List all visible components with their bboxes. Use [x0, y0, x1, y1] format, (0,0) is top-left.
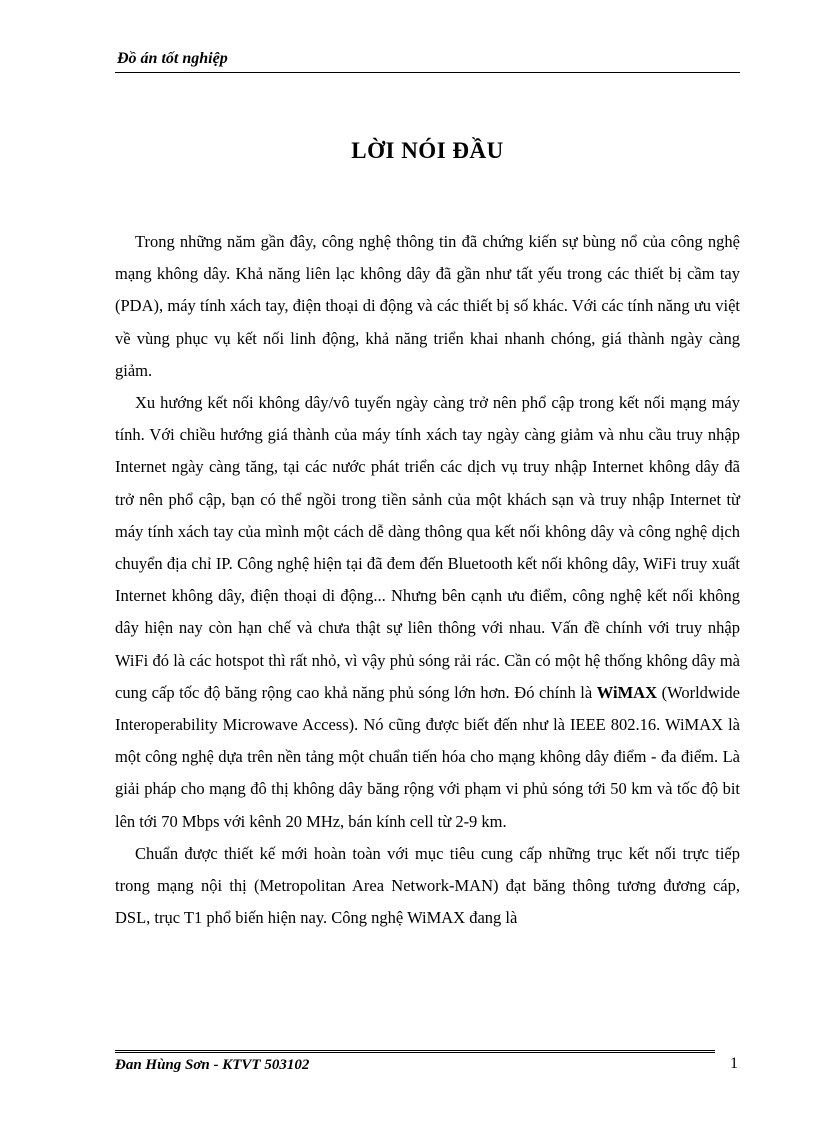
header-title: Đồ án tốt nghiệp	[117, 50, 228, 67]
paragraph-2-text: Xu hướng kết nối không dây/vô tuyến ngày càng trở nên phổ cập trong kết nối mạng máy tính. Với chiều hướng giá thành của máy tính xách tay ngày càng giảm và nhu cầu truy nhập Internet ngày càng tăng, tại các nước phát triển các dịch vụ truy nhập Internet không dây đã trở nên phổ cập, bạn có thể ngồi trong tiền sảnh của một khách sạn và truy nhập Internet từ máy tính xách tay của mình một cách dễ dàng thông qua kết nối không dây và công nghệ dịch chuyển địa chỉ IP. Công nghệ hiện tại đã đem đến Bluetooth kết nối không dây, WiFi truy xuất Internet không dây, điện thoại di động... Nhưng bên cạnh ưu điểm, công nghệ kết nối không dây hiện nay còn hạn chế và chưa thật sự liên thông với nhau. Vấn đề chính với truy nhập WiFi đó là các hotspot thì rất nhỏ, vì vậy phủ sóng rải rác. Cần có một hệ thống không dây mà cung cấp tốc độ băng rộng cao khả năng phủ sóng lớn hơn. Đó chính là	[115, 393, 740, 702]
footer-author: Đan Hùng Sơn - KTVT 503102	[115, 1057, 310, 1073]
body-text	[115, 226, 740, 934]
wimax-emphasis: WiMAX	[596, 682, 657, 702]
page-header	[115, 50, 740, 74]
paragraph-3	[115, 838, 740, 935]
header-rule	[115, 72, 740, 73]
paragraph-2	[115, 387, 740, 838]
paragraph-1	[115, 226, 740, 387]
page-title: LỜI NÓI ĐẦU	[351, 138, 504, 163]
paragraph-1-text: Trong những năm gần đây, công nghệ thông tin đã chứng kiến sự bùng nổ của công nghệ mạng không dây. Khả năng liên lạc không dây đã gần như tất yếu trong các thiết bị cầm tay (PDA), máy tính xách tay, điện thoại di động và các thiết bị số khác. Với các tính năng ưu việt về vùng phục vụ kết nối linh động, khả năng triển khai nhanh chóng, giá thành ngày càng giảm.	[115, 232, 740, 380]
footer-rule	[115, 1050, 715, 1057]
paragraph-2-text-cont: (Worldwide Interoperability Microwave Access). Nó cũng được biết đến như là IEEE 802.16. WiMAX là một công nghệ dựa trên nền tảng một chuẩn tiến hóa cho mạng không dây điểm - đa điểm. Là giải pháp cho mạng đô thị không dây băng rộng với phạm vi phủ sóng tới 50 km và tốc độ bit lên tới 70 Mbps với kênh 20 MHz, bán kính cell từ 2-9 km.	[115, 682, 740, 831]
page-number: 1	[730, 1055, 738, 1072]
paragraph-3-text: Chuẩn được thiết kế mới hoàn toàn với mục tiêu cung cấp những trục kết nối trực tiếp trong mạng nội thị (Metropolitan Area Network-MAN) đạt băng thông tương đương cáp, DSL, trục T1 phổ biến hiện nay. Công nghệ WiMAX đang là	[115, 843, 740, 928]
